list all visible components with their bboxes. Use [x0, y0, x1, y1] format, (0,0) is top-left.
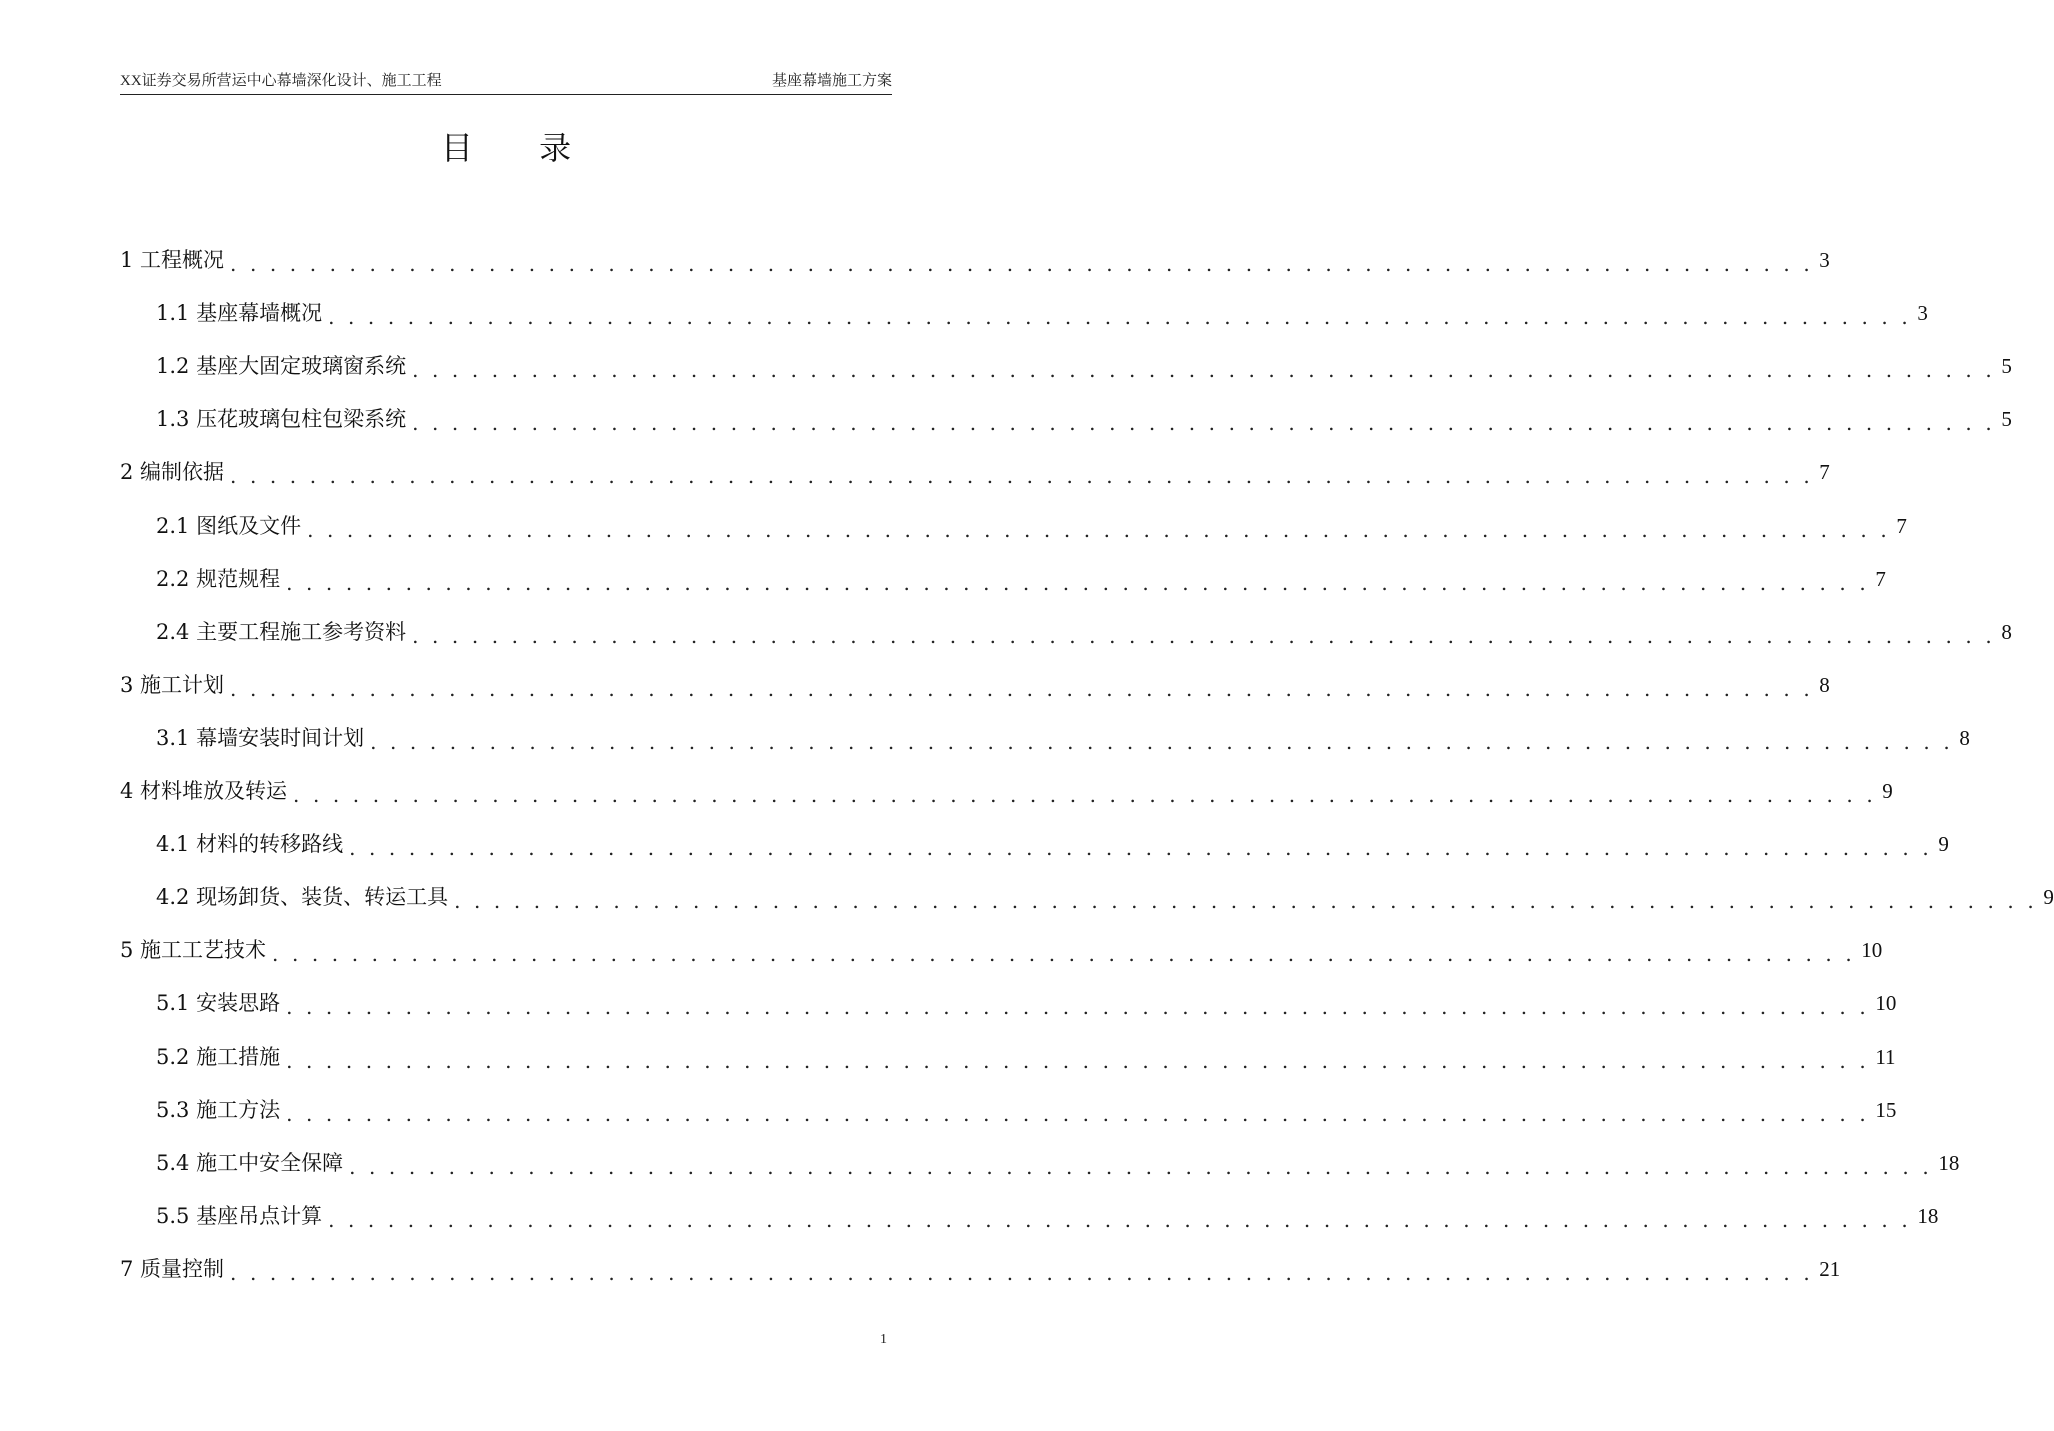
toc-entry-page: 8: [1959, 725, 1970, 750]
toc-entry-label: 4.2 现场卸货、装货、转运工具: [156, 885, 449, 910]
table-of-contents: [120, 233, 2054, 1295]
toc-entry[interactable]: [120, 498, 1907, 551]
toc-entry[interactable]: [120, 870, 2054, 923]
toc-entry[interactable]: [120, 552, 1886, 605]
toc-entry-page: 7: [1896, 513, 1907, 538]
toc-entry-label: 1.2 基座大固定玻璃窗系统: [156, 354, 407, 379]
toc-dot-leader: . . . . . . . . . . . . . . . . . . . . . . . . . . . . . . . . . . . . . . . . . . . . . . . . . . . . . . . . . . . . . . . . . . . . . . . . . . . . . . . .: [230, 252, 1814, 277]
toc-entry-page: 15: [1875, 1097, 1897, 1122]
toc-dot-leader: . . . . . . . . . . . . . . . . . . . . . . . . . . . . . . . . . . . . . . . . . . . . . . . . . . . . . . . . . . . . . . . . . . . . . . . . . . . . . . . .: [370, 729, 1954, 754]
toc-entry-page: 5: [2001, 354, 2012, 379]
toc-dot-leader: . . . . . . . . . . . . . . . . . . . . . . . . . . . . . . . . . . . . . . . . . . . . . . . . . . . . . . . . . . . . . . . . . . . . . . . . . . . . . . . .: [286, 570, 1870, 595]
toc-entry[interactable]: [120, 658, 1830, 711]
toc-entry[interactable]: [120, 1136, 1960, 1189]
toc-entry[interactable]: [120, 1242, 1841, 1295]
toc-entry[interactable]: [120, 1029, 1896, 1082]
toc-dot-leader: . . . . . . . . . . . . . . . . . . . . . . . . . . . . . . . . . . . . . . . . . . . . . . . . . . . . . . . . . . . . . . . . . . . . . . . . . . . . . . . .: [307, 517, 1891, 542]
toc-dot-leader: . . . . . . . . . . . . . . . . . . . . . . . . . . . . . . . . . . . . . . . . . . . . . . . . . . . . . . . . . . . . . . . . . . . . . . . . . . . . . . . .: [286, 1101, 1870, 1126]
toc-entry-page: 8: [2001, 619, 2012, 644]
toc-entry[interactable]: [120, 923, 1883, 976]
toc-entry-label: 5.5 基座吊点计算: [156, 1203, 323, 1228]
toc-entry-label: 5.4 施工中安全保障: [156, 1150, 344, 1175]
toc-entry[interactable]: [120, 339, 2012, 392]
toc-entry-label: 3 施工计划: [120, 672, 225, 697]
toc-entry-label: 2.1 图纸及文件: [156, 513, 302, 538]
toc-entry-page: 9: [2043, 885, 2054, 910]
toc-title: 目 录: [440, 129, 600, 167]
toc-entry-page: 8: [1819, 672, 1830, 697]
toc-entry[interactable]: [120, 976, 1897, 1029]
toc-dot-leader: . . . . . . . . . . . . . . . . . . . . . . . . . . . . . . . . . . . . . . . . . . . . . . . . . . . . . . . . . . . . . . . . . . . . . . . . . . . . . . . .: [454, 889, 2038, 914]
toc-entry-page: 11: [1875, 1044, 1896, 1069]
toc-dot-leader: . . . . . . . . . . . . . . . . . . . . . . . . . . . . . . . . . . . . . . . . . . . . . . . . . . . . . . . . . . . . . . . . . . . . . . . . . . . . . . . .: [328, 1207, 1912, 1232]
toc-entry-page: 10: [1875, 991, 1897, 1016]
toc-entry-label: 5.3 施工方法: [156, 1097, 281, 1122]
toc-entry-page: 3: [1819, 248, 1830, 273]
header-project-title: XX证券交易所营运中心幕墙深化设计、施工工程: [120, 73, 442, 89]
toc-entry-label: 5 施工工艺技术: [120, 938, 267, 963]
toc-entry-page: 10: [1861, 938, 1883, 963]
page-header: [120, 68, 892, 95]
toc-entry-label: 7 质量控制: [120, 1256, 225, 1281]
toc-entry-page: 9: [1938, 832, 1949, 857]
page-number: 1: [880, 1332, 887, 1347]
toc-entry-page: 7: [1819, 460, 1830, 485]
toc-entry[interactable]: [120, 1083, 1897, 1136]
toc-entry-label: 2 编制依据: [120, 460, 225, 485]
toc-entry-page: 18: [1917, 1203, 1939, 1228]
toc-dot-leader: . . . . . . . . . . . . . . . . . . . . . . . . . . . . . . . . . . . . . . . . . . . . . . . . . . . . . . . . . . . . . . . . . . . . . . . . . . . . . . . .: [412, 411, 1996, 436]
toc-entry[interactable]: [120, 392, 2012, 445]
toc-dot-leader: . . . . . . . . . . . . . . . . . . . . . . . . . . . . . . . . . . . . . . . . . . . . . . . . . . . . . . . . . . . . . . . . . . . . . . . . . . . . . . . .: [286, 995, 1870, 1020]
toc-dot-leader: . . . . . . . . . . . . . . . . . . . . . . . . . . . . . . . . . . . . . . . . . . . . . . . . . . . . . . . . . . . . . . . . . . . . . . . . . . . . . . . .: [412, 623, 1996, 648]
toc-entry[interactable]: [120, 286, 1928, 339]
toc-entry-page: 7: [1875, 566, 1886, 591]
toc-dot-leader: . . . . . . . . . . . . . . . . . . . . . . . . . . . . . . . . . . . . . . . . . . . . . . . . . . . . . . . . . . . . . . . . . . . . . . . . . . . . . . . .: [230, 676, 1814, 701]
toc-entry-page: 5: [2001, 407, 2012, 432]
toc-entry-label: 1.1 基座幕墙概况: [156, 301, 323, 326]
toc-entry-label: 2.4 主要工程施工参考资料: [156, 619, 407, 644]
toc-entry[interactable]: [120, 764, 1893, 817]
toc-entry-label: 2.2 规范规程: [156, 566, 281, 591]
toc-entry-label: 1.3 压花玻璃包柱包梁系统: [156, 407, 407, 432]
toc-entry[interactable]: [120, 817, 1949, 870]
toc-dot-leader: . . . . . . . . . . . . . . . . . . . . . . . . . . . . . . . . . . . . . . . . . . . . . . . . . . . . . . . . . . . . . . . . . . . . . . . . . . . . . . . .: [349, 1154, 1933, 1179]
toc-entry-label: 5.2 施工措施: [156, 1044, 281, 1069]
toc-dot-leader: . . . . . . . . . . . . . . . . . . . . . . . . . . . . . . . . . . . . . . . . . . . . . . . . . . . . . . . . . . . . . . . . . . . . . . . . . . . . . . . .: [328, 305, 1912, 330]
toc-entry-label: 1 工程概况: [120, 248, 225, 273]
toc-entry[interactable]: [120, 711, 1970, 764]
toc-entry-page: 3: [1917, 301, 1928, 326]
toc-entry-label: 4 材料堆放及转运: [120, 779, 288, 804]
toc-entry[interactable]: [120, 233, 1830, 286]
toc-dot-leader: . . . . . . . . . . . . . . . . . . . . . . . . . . . . . . . . . . . . . . . . . . . . . . . . . . . . . . . . . . . . . . . . . . . . . . . . . . . . . . . .: [230, 1260, 1814, 1285]
toc-dot-leader: . . . . . . . . . . . . . . . . . . . . . . . . . . . . . . . . . . . . . . . . . . . . . . . . . . . . . . . . . . . . . . . . . . . . . . . . . . . . . . . .: [230, 464, 1814, 489]
toc-entry[interactable]: [120, 445, 1830, 498]
toc-dot-leader: . . . . . . . . . . . . . . . . . . . . . . . . . . . . . . . . . . . . . . . . . . . . . . . . . . . . . . . . . . . . . . . . . . . . . . . . . . . . . . . .: [272, 942, 1856, 967]
toc-entry-page: 21: [1819, 1256, 1841, 1281]
toc-entry-page: 9: [1882, 779, 1893, 804]
toc-entry-page: 18: [1938, 1150, 1960, 1175]
toc-dot-leader: . . . . . . . . . . . . . . . . . . . . . . . . . . . . . . . . . . . . . . . . . . . . . . . . . . . . . . . . . . . . . . . . . . . . . . . . . . . . . . . .: [412, 358, 1996, 383]
toc-entry[interactable]: [120, 1189, 1939, 1242]
toc-entry-label: 5.1 安装思路: [156, 991, 281, 1016]
toc-entry-label: 3.1 幕墙安装时间计划: [156, 725, 365, 750]
toc-dot-leader: . . . . . . . . . . . . . . . . . . . . . . . . . . . . . . . . . . . . . . . . . . . . . . . . . . . . . . . . . . . . . . . . . . . . . . . . . . . . . . . .: [349, 836, 1933, 861]
toc-dot-leader: . . . . . . . . . . . . . . . . . . . . . . . . . . . . . . . . . . . . . . . . . . . . . . . . . . . . . . . . . . . . . . . . . . . . . . . . . . . . . . . .: [293, 783, 1877, 808]
toc-entry-label: 4.1 材料的转移路线: [156, 832, 344, 857]
header-document-title: 基座幕墙施工方案: [771, 73, 892, 89]
toc-dot-leader: . . . . . . . . . . . . . . . . . . . . . . . . . . . . . . . . . . . . . . . . . . . . . . . . . . . . . . . . . . . . . . . . . . . . . . . . . . . . . . . .: [286, 1048, 1870, 1073]
toc-entry[interactable]: [120, 605, 2012, 658]
